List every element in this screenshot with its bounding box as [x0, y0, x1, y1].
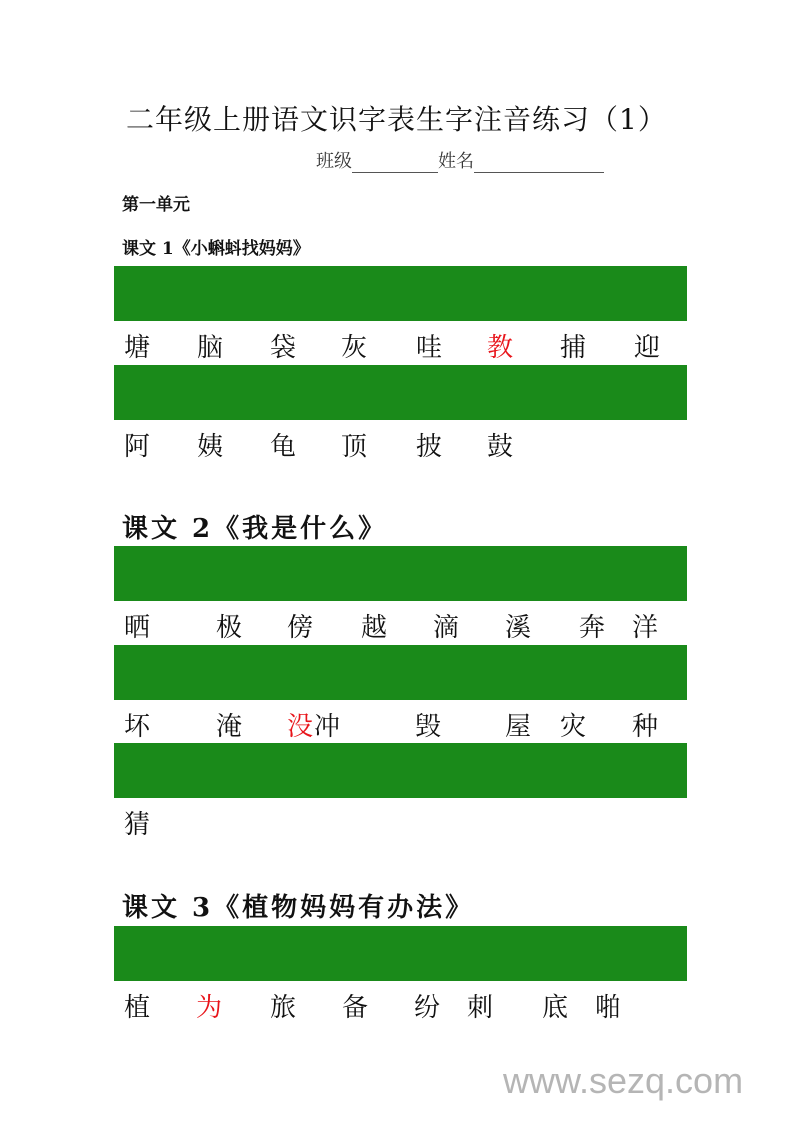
- pinyin-cell[interactable]: [186, 582, 257, 600]
- pinyin-cell[interactable]: [258, 384, 329, 402]
- hanzi-character: 坏: [123, 712, 151, 742]
- pinyin-cell[interactable]: [615, 681, 686, 699]
- pinyin-cell[interactable]: [401, 565, 472, 583]
- pinyin-cell[interactable]: [615, 285, 686, 303]
- pinyin-cell[interactable]: [401, 762, 472, 780]
- pinyin-cell[interactable]: [186, 646, 257, 664]
- pinyin-cell[interactable]: [186, 565, 257, 583]
- pinyin-cell[interactable]: [615, 547, 686, 565]
- pinyin-cell[interactable]: [543, 646, 614, 664]
- hanzi-character: 洋: [631, 613, 659, 643]
- pinyin-cell[interactable]: [543, 962, 614, 980]
- pinyin-cell[interactable]: [115, 582, 186, 600]
- pinyin-cell[interactable]: [258, 547, 329, 565]
- pinyin-cell[interactable]: [401, 582, 472, 600]
- pinyin-cell[interactable]: [401, 664, 472, 682]
- pinyin-cell[interactable]: [615, 267, 686, 285]
- hanzi-character: 冲: [313, 712, 341, 742]
- pinyin-cell[interactable]: [401, 267, 472, 285]
- pinyin-cell[interactable]: [115, 762, 186, 780]
- hanzi-character: 教: [486, 333, 514, 363]
- pinyin-cell[interactable]: [472, 565, 543, 583]
- pinyin-cell[interactable]: [472, 285, 543, 303]
- pinyin-cell[interactable]: [115, 285, 186, 303]
- pinyin-cell[interactable]: [329, 664, 400, 682]
- pinyin-cell[interactable]: [472, 681, 543, 699]
- unit-heading: 第一单元: [122, 195, 190, 215]
- pinyin-cell[interactable]: [543, 582, 614, 600]
- hanzi-character: 旅: [269, 993, 297, 1023]
- hanzi-character: 种: [631, 712, 659, 742]
- pinyin-cell[interactable]: [472, 401, 543, 419]
- hanzi-character: 淹: [215, 712, 243, 742]
- hanzi-character: 底: [541, 993, 569, 1023]
- pinyin-cell[interactable]: [543, 664, 614, 682]
- hanzi-character: 溪: [504, 613, 532, 643]
- pinyin-cell[interactable]: [115, 384, 186, 402]
- pinyin-cell[interactable]: [186, 547, 257, 565]
- hanzi-character: 龟: [269, 432, 297, 462]
- pinyin-grid: [114, 266, 687, 321]
- hanzi-character: 傍: [286, 613, 314, 643]
- pinyin-cell[interactable]: [472, 302, 543, 320]
- hanzi-character: 极: [215, 613, 243, 643]
- pinyin-cell[interactable]: [115, 927, 186, 945]
- pinyin-cell[interactable]: [186, 945, 257, 963]
- pinyin-cell[interactable]: [186, 681, 257, 699]
- hanzi-character: 啪: [594, 993, 622, 1023]
- pinyin-cell[interactable]: [186, 762, 257, 780]
- pinyin-cell[interactable]: [329, 744, 400, 762]
- hanzi-character: 顶: [340, 432, 368, 462]
- pinyin-cell[interactable]: [615, 366, 686, 384]
- hanzi-character: 滴: [432, 613, 460, 643]
- lesson-heading: 课文 1《小蝌蚪找妈妈》: [122, 239, 310, 259]
- lesson-heading: 课文 3《植物妈妈有办法》: [122, 893, 475, 923]
- pinyin-cell[interactable]: [329, 384, 400, 402]
- pinyin-cell[interactable]: [115, 646, 186, 664]
- hanzi-character: 为: [195, 993, 223, 1023]
- pinyin-cell[interactable]: [186, 267, 257, 285]
- pinyin-cell[interactable]: [615, 762, 686, 780]
- class-label: 班级: [316, 151, 352, 172]
- pinyin-cell[interactable]: [615, 565, 686, 583]
- hanzi-character: 刺: [466, 993, 494, 1023]
- pinyin-cell[interactable]: [401, 366, 472, 384]
- hanzi-character: 奔: [578, 613, 606, 643]
- pinyin-cell[interactable]: [258, 565, 329, 583]
- pinyin-cell[interactable]: [115, 267, 186, 285]
- pinyin-cell[interactable]: [543, 366, 614, 384]
- pinyin-cell[interactable]: [329, 285, 400, 303]
- pinyin-cell[interactable]: [472, 779, 543, 797]
- pinyin-cell[interactable]: [186, 664, 257, 682]
- pinyin-cell[interactable]: [615, 401, 686, 419]
- pinyin-cell[interactable]: [258, 962, 329, 980]
- hanzi-character: 塘: [123, 333, 151, 363]
- pinyin-cell[interactable]: [115, 366, 186, 384]
- pinyin-cell[interactable]: [258, 744, 329, 762]
- pinyin-cell[interactable]: [258, 646, 329, 664]
- pinyin-cell[interactable]: [329, 646, 400, 664]
- pinyin-cell[interactable]: [115, 744, 186, 762]
- pinyin-cell[interactable]: [615, 582, 686, 600]
- hanzi-character: 捕: [559, 333, 587, 363]
- pinyin-cell[interactable]: [115, 945, 186, 963]
- pinyin-cell[interactable]: [329, 945, 400, 963]
- pinyin-cell[interactable]: [258, 366, 329, 384]
- pinyin-cell[interactable]: [472, 744, 543, 762]
- pinyin-cell[interactable]: [401, 779, 472, 797]
- pinyin-cell[interactable]: [329, 366, 400, 384]
- pinyin-cell[interactable]: [186, 962, 257, 980]
- pinyin-cell[interactable]: [543, 384, 614, 402]
- pinyin-grid: [114, 743, 687, 798]
- pinyin-cell[interactable]: [615, 962, 686, 980]
- pinyin-cell[interactable]: [115, 779, 186, 797]
- pinyin-cell[interactable]: [543, 401, 614, 419]
- hanzi-character: 植: [123, 993, 151, 1023]
- pinyin-cell[interactable]: [258, 681, 329, 699]
- hanzi-character: 灰: [340, 333, 368, 363]
- pinyin-grid: [114, 546, 687, 601]
- pinyin-cell[interactable]: [543, 945, 614, 963]
- pinyin-grid: [114, 365, 687, 420]
- pinyin-cell[interactable]: [115, 302, 186, 320]
- pinyin-cell[interactable]: [186, 302, 257, 320]
- pinyin-cell[interactable]: [543, 302, 614, 320]
- pinyin-cell[interactable]: [258, 927, 329, 945]
- pinyin-cell[interactable]: [472, 646, 543, 664]
- pinyin-cell[interactable]: [258, 302, 329, 320]
- pinyin-cell[interactable]: [615, 927, 686, 945]
- hanzi-character: 猜: [123, 810, 151, 840]
- pinyin-cell[interactable]: [472, 945, 543, 963]
- pinyin-cell[interactable]: [472, 582, 543, 600]
- name-blank[interactable]: [474, 152, 604, 173]
- pinyin-cell[interactable]: [401, 927, 472, 945]
- lesson-heading: 课文 2《我是什么》: [122, 514, 388, 544]
- hanzi-character: 越: [360, 613, 388, 643]
- pinyin-cell[interactable]: [401, 547, 472, 565]
- pinyin-cell[interactable]: [472, 762, 543, 780]
- pinyin-cell[interactable]: [615, 664, 686, 682]
- pinyin-cell[interactable]: [329, 927, 400, 945]
- pinyin-cell[interactable]: [401, 384, 472, 402]
- hanzi-character: 灾: [559, 712, 587, 742]
- hanzi-character: 备: [341, 993, 369, 1023]
- pinyin-grid: [114, 926, 687, 981]
- pinyin-cell[interactable]: [329, 681, 400, 699]
- pinyin-cell[interactable]: [329, 962, 400, 980]
- pinyin-cell[interactable]: [115, 664, 186, 682]
- pinyin-cell[interactable]: [543, 744, 614, 762]
- hanzi-character: 鼓: [486, 432, 514, 462]
- pinyin-cell[interactable]: [401, 401, 472, 419]
- pinyin-cell[interactable]: [329, 565, 400, 583]
- pinyin-cell[interactable]: [115, 401, 186, 419]
- hanzi-character: 哇: [415, 333, 443, 363]
- pinyin-cell[interactable]: [401, 302, 472, 320]
- pinyin-cell[interactable]: [115, 962, 186, 980]
- hanzi-character: 晒: [123, 613, 151, 643]
- pinyin-cell[interactable]: [329, 582, 400, 600]
- pinyin-cell[interactable]: [543, 565, 614, 583]
- pinyin-cell[interactable]: [258, 582, 329, 600]
- hanzi-character: 屋: [504, 712, 532, 742]
- pinyin-cell[interactable]: [186, 285, 257, 303]
- hanzi-character: 迎: [633, 333, 661, 363]
- hanzi-character: 袋: [269, 333, 297, 363]
- hanzi-character: 阿: [123, 432, 151, 462]
- pinyin-cell[interactable]: [472, 927, 543, 945]
- page-title: 二年级上册语文识字表生字注音练习（1）: [126, 103, 667, 136]
- pinyin-cell[interactable]: [543, 762, 614, 780]
- pinyin-cell[interactable]: [401, 681, 472, 699]
- pinyin-cell[interactable]: [472, 664, 543, 682]
- pinyin-cell[interactable]: [543, 681, 614, 699]
- pinyin-cell[interactable]: [615, 384, 686, 402]
- pinyin-cell[interactable]: [543, 285, 614, 303]
- pinyin-cell[interactable]: [115, 547, 186, 565]
- pinyin-cell[interactable]: [472, 384, 543, 402]
- pinyin-cell[interactable]: [615, 744, 686, 762]
- hanzi-character: 没: [286, 712, 314, 742]
- pinyin-cell[interactable]: [472, 962, 543, 980]
- pinyin-cell[interactable]: [258, 945, 329, 963]
- pinyin-cell[interactable]: [543, 267, 614, 285]
- pinyin-cell[interactable]: [329, 762, 400, 780]
- pinyin-cell[interactable]: [258, 267, 329, 285]
- watermark: www.sezq.com: [503, 1060, 744, 1101]
- name-label: 姓名: [438, 151, 474, 172]
- pinyin-cell[interactable]: [186, 401, 257, 419]
- pinyin-cell[interactable]: [401, 962, 472, 980]
- pinyin-cell[interactable]: [615, 945, 686, 963]
- pinyin-cell[interactable]: [186, 779, 257, 797]
- class-blank[interactable]: [352, 152, 438, 173]
- hanzi-character: 披: [415, 432, 443, 462]
- pinyin-cell[interactable]: [258, 664, 329, 682]
- pinyin-cell[interactable]: [543, 547, 614, 565]
- pinyin-cell[interactable]: [186, 927, 257, 945]
- pinyin-grid: [114, 645, 687, 700]
- pinyin-cell[interactable]: [401, 744, 472, 762]
- hanzi-character: 脑: [196, 333, 224, 363]
- class-name-line: [316, 147, 604, 173]
- pinyin-cell[interactable]: [615, 302, 686, 320]
- pinyin-cell[interactable]: [258, 779, 329, 797]
- pinyin-cell[interactable]: [472, 267, 543, 285]
- hanzi-character: 纷: [413, 993, 441, 1023]
- pinyin-cell[interactable]: [186, 384, 257, 402]
- pinyin-cell[interactable]: [115, 681, 186, 699]
- pinyin-cell[interactable]: [401, 285, 472, 303]
- pinyin-cell[interactable]: [472, 366, 543, 384]
- pinyin-cell[interactable]: [615, 646, 686, 664]
- pinyin-cell[interactable]: [186, 744, 257, 762]
- pinyin-cell[interactable]: [329, 267, 400, 285]
- pinyin-cell[interactable]: [401, 646, 472, 664]
- pinyin-cell[interactable]: [472, 547, 543, 565]
- pinyin-cell[interactable]: [115, 565, 186, 583]
- pinyin-cell[interactable]: [329, 401, 400, 419]
- pinyin-cell[interactable]: [615, 779, 686, 797]
- pinyin-cell[interactable]: [329, 779, 400, 797]
- pinyin-cell[interactable]: [258, 762, 329, 780]
- pinyin-cell[interactable]: [543, 927, 614, 945]
- hanzi-character: 毁: [414, 712, 442, 742]
- pinyin-cell[interactable]: [543, 779, 614, 797]
- pinyin-cell[interactable]: [186, 366, 257, 384]
- pinyin-cell[interactable]: [401, 945, 472, 963]
- pinyin-cell[interactable]: [329, 547, 400, 565]
- pinyin-cell[interactable]: [329, 302, 400, 320]
- pinyin-cell[interactable]: [258, 401, 329, 419]
- pinyin-cell[interactable]: [258, 285, 329, 303]
- hanzi-character: 姨: [196, 432, 224, 462]
